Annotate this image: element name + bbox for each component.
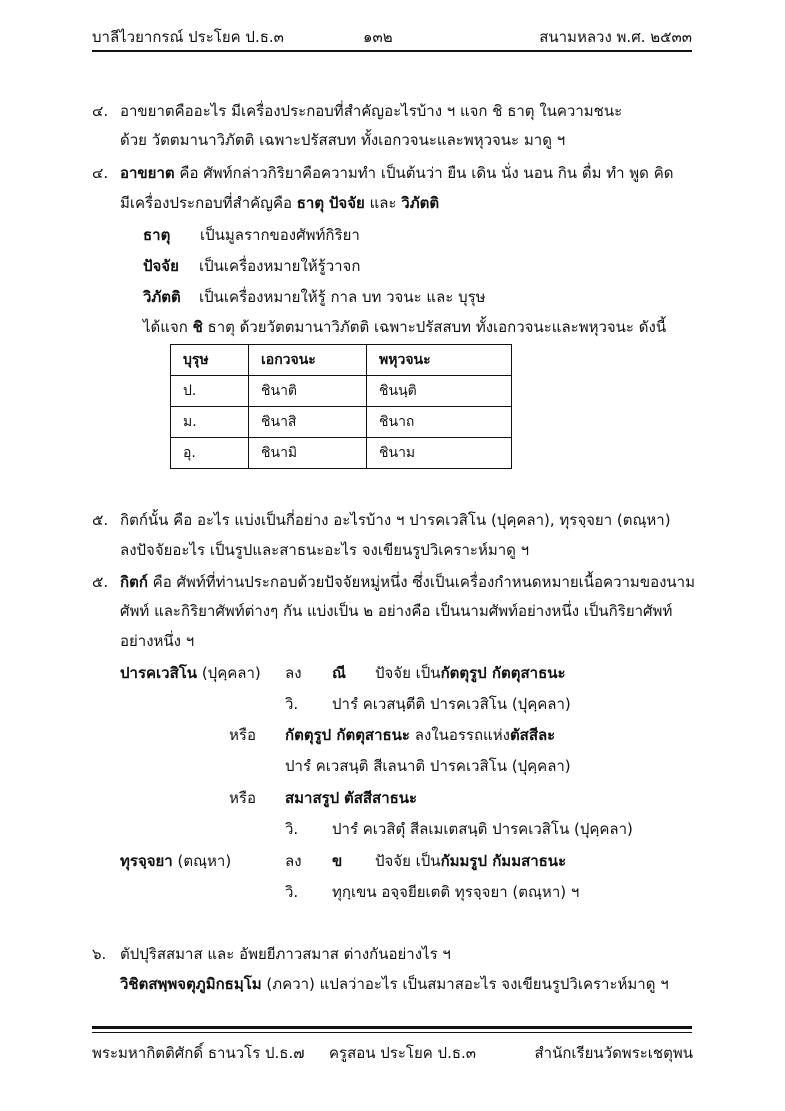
word1-long: ลง xyxy=(285,664,302,682)
footer-right: สำนักเรียนวัดพระเชตุพน xyxy=(534,1044,693,1062)
or-label: หรือ xyxy=(229,726,256,744)
word2-form: ปัจจัย เป็นกัมมรูป กัมมสาธนะ xyxy=(375,852,567,870)
vi3-text: ทุกฺเขน อจฺจยียเตติ ทุรจฺจยา (ตณฺหา) ฯ xyxy=(332,883,580,901)
footer-left: พระมหากิตติศักดิ์ ธานวโร ป.ธ.๗ xyxy=(92,1044,305,1062)
table-header-row xyxy=(171,345,512,376)
vi-label: วิ. xyxy=(285,820,299,838)
word2-suffix: ข xyxy=(332,852,343,870)
vi-label: วิ. xyxy=(285,695,299,713)
table-cell: ม. xyxy=(171,407,249,438)
a4-key-paccaya: ปัจจัย xyxy=(328,194,365,212)
table-row xyxy=(171,376,512,407)
table-row xyxy=(171,407,512,438)
table-cell: ชินาถ xyxy=(367,407,512,438)
header-left: บาลีไวยากรณ์ ประโยค ป.ธ.๓ xyxy=(92,28,284,46)
table-header: เอกวจนะ xyxy=(249,345,367,376)
q4-line1: อาขยาตคืออะไร มีเครื่องประกอบที่สำคัญอะไรบ้าง ฯ แจก ชิ ธาตุ ในความชนะ xyxy=(120,102,623,120)
q5-number: ๕. xyxy=(92,511,109,529)
page-number: ๑๓๒ xyxy=(363,28,393,46)
def2-term: ปัจจัย xyxy=(143,257,179,275)
table-header: บุรุษ xyxy=(171,345,249,376)
line-b: ปารํ คเวสนฺติ สีเลนาติ ปารคเวสิโน (ปุคฺคลา) xyxy=(285,757,571,775)
table-cell: ชินาติ xyxy=(249,376,367,407)
a4-line1: อาขยาต คือ ศัพท์กล่าวกิริยาคือความทำ เป็นต้นว่า ยืน เดิน นั่ง นอน กิน ดื่ม ทำ พูด คิด xyxy=(120,164,674,182)
vi2-text: ปารํ คเวสิตุํ สีลเมเตสนฺติ ปารคเวสิโน (ปุคฺคลา) xyxy=(332,820,633,838)
def3-text: เป็นเครื่องหมายให้รู้ กาล บท วจนะ และ บุรุษ xyxy=(199,288,486,306)
def3-term: วิภัตติ xyxy=(143,288,181,306)
header-rule xyxy=(92,50,692,52)
word2: ทุรจฺจยา (ตณฺหา) xyxy=(120,852,232,870)
q6-line2: วิชิตสพฺพจตุภูมิกธมฺโม (ภควา) แปลว่าอะไร เป็นสมาสอะไร จงเขียนรูปวิเคราะห์มาดู ฯ xyxy=(120,975,669,993)
q4-number: ๔. xyxy=(92,102,109,120)
a4-key-vibhatti: วิภัตติ xyxy=(401,194,440,212)
word1-form: ปัจจัย เป็นกัตตุรูป กัตตุสาธนะ xyxy=(375,664,566,682)
a5-number: ๕. xyxy=(92,573,109,591)
vi-label: วิ. xyxy=(285,883,299,901)
a4-term: อาขยาต xyxy=(120,164,175,182)
table-cell: ชินาสิ xyxy=(249,407,367,438)
table-row xyxy=(171,438,512,469)
a5-term: กิตก์ xyxy=(120,573,148,591)
or2-text: สมาสรูป ตัสสีสาธนะ xyxy=(285,789,418,807)
footer-center: ครูสอน ประโยค ป.ธ.๓ xyxy=(329,1044,477,1062)
table-cell: ชินนฺติ xyxy=(367,376,512,407)
a4-line2: มีเครื่องประกอบที่สำคัญคือ ธาตุ ปัจจัย และ วิภัตติ xyxy=(120,194,440,212)
table-cell: ชินาม xyxy=(367,438,512,469)
or1-text: กัตตุรูป กัตตุสาธนะ ลงในอรรถแห่งตัสสีละ xyxy=(285,726,556,744)
or-label: หรือ xyxy=(229,789,256,807)
q6-number: ๖. xyxy=(92,945,107,963)
table-header: พหุวจนะ xyxy=(367,345,512,376)
a5-line3: อย่างหนึ่ง ฯ xyxy=(120,632,195,650)
footer-rule-thick xyxy=(92,1026,692,1029)
a5-line1: กิตก์ คือ ศัพท์ที่ท่านประกอบด้วยปัจจัยหมู่หนึ่ง ซึ่งเป็นเครื่องกำหนดหมายเนื้อความของนาม xyxy=(120,573,695,591)
conjugation-table xyxy=(170,344,512,469)
table-cell: อุ. xyxy=(171,438,249,469)
table-cell: ป. xyxy=(171,376,249,407)
a4-key-dhatu: ธาตุ xyxy=(296,194,325,212)
word1: ปารคเวสิโน (ปุคฺคลา) xyxy=(120,664,261,682)
q6-line1: ตัปปุริสสมาส และ อัพยยีภาวสมาส ต่างกันอย่างไร ฯ xyxy=(120,945,451,963)
word2-long: ลง xyxy=(285,852,302,870)
q5-line2: ลงปัจจัยอะไร เป็นรูปและสาธนะอะไร จงเขียนรูปวิเคราะห์มาดู ฯ xyxy=(120,541,530,559)
def1-term: ธาตุ xyxy=(143,226,171,244)
a4-number: ๔. xyxy=(92,164,109,182)
conjugation-intro: ได้แจก ชิ ธาตุ ด้วยวัตตมานาวิภัตติ เฉพาะปรัสสบท ทั้งเอกวจนะและพหุวจนะ ดังนี้ xyxy=(143,318,667,336)
word1-suffix: ณี xyxy=(332,664,346,682)
q4-line2: ด้วย วัตตมานาวิภัตติ เฉพาะปรัสสบท ทั้งเอกวจนะและพหุวจนะ มาดู ฯ xyxy=(120,131,566,149)
vi1-text: ปารํ คเวสนฺตีติ ปารคเวสิโน (ปุคฺคลา) xyxy=(332,695,571,713)
footer-rule-thin xyxy=(92,1032,692,1033)
def1-text: เป็นมูลรากของศัพท์กิริยา xyxy=(200,226,360,244)
a5-line2: ศัพท์ และกิริยาศัพท์ต่างๆ กัน แบ่งเป็น ๒ อย่างคือ เป็นนามศัพท์อย่างหนึ่ง เป็นกิริยาศัพท์ xyxy=(120,602,673,620)
def2-text: เป็นเครื่องหมายให้รู้วาจก xyxy=(199,257,361,275)
header-right: สนามหลวง พ.ศ. ๒๕๓๓ xyxy=(539,28,692,46)
table-cell: ชินามิ xyxy=(249,438,367,469)
q5-line1: กิตก์นั้น คือ อะไร แบ่งเป็นกี่อย่าง อะไรบ้าง ฯ ปารคเวสิโน (ปุคฺคลา), ทุรจฺจยา (ตณฺหา) xyxy=(120,511,671,529)
